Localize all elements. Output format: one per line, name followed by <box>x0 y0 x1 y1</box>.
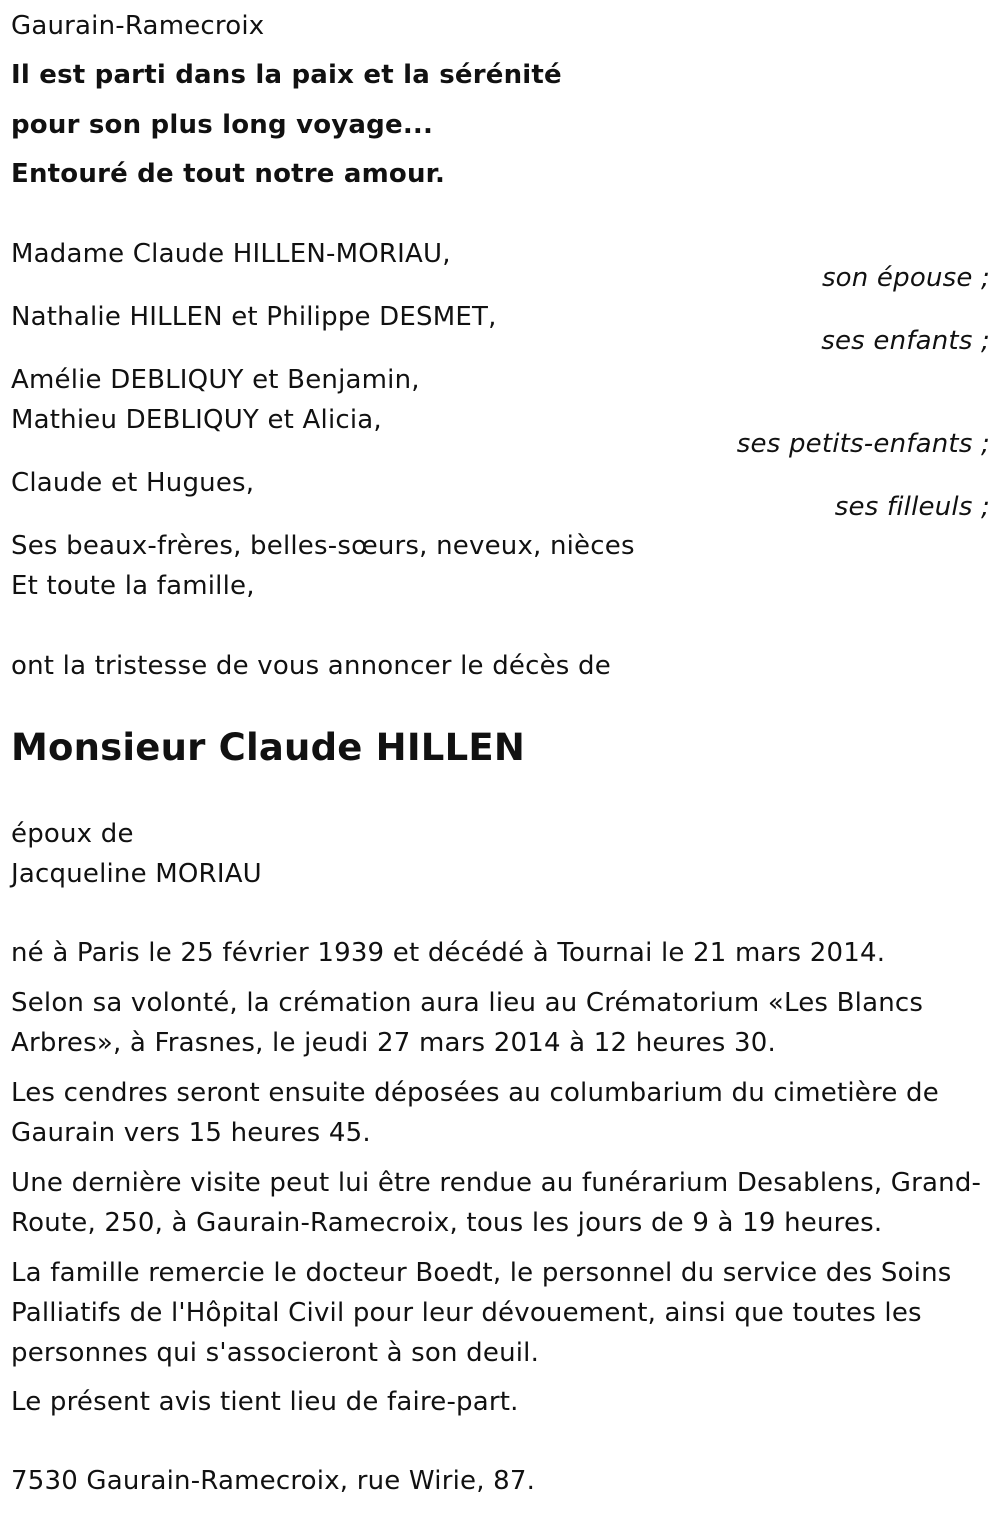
family-grandchildren-2: Mathieu DEBLIQUY et Alicia, <box>11 405 382 435</box>
spouse-label: époux de <box>11 819 134 849</box>
detail-ashes-2: Gaurain vers 15 heures 45. <box>11 1118 371 1148</box>
announcement-text: ont la tristesse de vous annoncer le décès de <box>11 651 611 681</box>
detail-ashes-1: Les cendres seront ensuite déposées au columbarium du cimetière de <box>11 1078 939 1108</box>
detail-notice: Le présent avis tient lieu de faire-part. <box>11 1387 519 1417</box>
family-grandchildren-1: Amélie DEBLIQUY et Benjamin, <box>11 365 420 395</box>
family-grandchildren-role: ses petits-enfants ; <box>736 429 990 459</box>
intro-line-3: Entouré de tout notre amour. <box>11 159 446 189</box>
family-spouse-role: son épouse ; <box>821 263 990 293</box>
detail-visit-2: Route, 250, à Gaurain-Ramecroix, tous les jours de 9 à 19 heures. <box>11 1208 883 1238</box>
intro-line-1: Il est parti dans la paix et la sérénité <box>11 60 562 90</box>
detail-thanks-1: La famille remercie le docteur Boedt, le personnel du service des Soins <box>11 1258 952 1288</box>
detail-visit-1: Une dernière visite peut lui être rendue au funérarium Desablens, Grand- <box>11 1168 982 1198</box>
family-extended-1: Ses beaux-frères, belles-sœurs, neveux, nièces <box>11 531 635 561</box>
family-children: Nathalie HILLEN et Philippe DESMET, <box>11 302 497 332</box>
location-header: Gaurain-Ramecroix <box>11 11 265 41</box>
family-extended-2: Et toute la famille, <box>11 571 255 601</box>
detail-cremation-1: Selon sa volonté, la crémation aura lieu au Crématorium «Les Blancs <box>11 988 924 1018</box>
detail-cremation-2: Arbres», à Frasnes, le jeudi 27 mars 2014 à 12 heures 30. <box>11 1028 776 1058</box>
spouse-name: Jacqueline MORIAU <box>11 859 262 889</box>
intro-line-2: pour son plus long voyage... <box>11 110 434 140</box>
family-children-role: ses enfants ; <box>821 326 990 356</box>
detail-birth-death: né à Paris le 25 février 1939 et décédé à Tournai le 21 mars 2014. <box>11 938 886 968</box>
address: 7530 Gaurain-Ramecroix, rue Wirie, 87. <box>11 1466 536 1496</box>
family-spouse: Madame Claude HILLEN-MORIAU, <box>11 239 451 269</box>
detail-thanks-3: personnes qui s'associeront à son deuil. <box>11 1338 540 1368</box>
family-godchildren: Claude et Hugues, <box>11 468 255 498</box>
detail-thanks-2: Palliatifs de l'Hôpital Civil pour leur dévouement, ainsi que toutes les <box>11 1298 922 1328</box>
deceased-name: Monsieur Claude HILLEN <box>11 726 525 769</box>
family-godchildren-role: ses filleuls ; <box>834 492 990 522</box>
